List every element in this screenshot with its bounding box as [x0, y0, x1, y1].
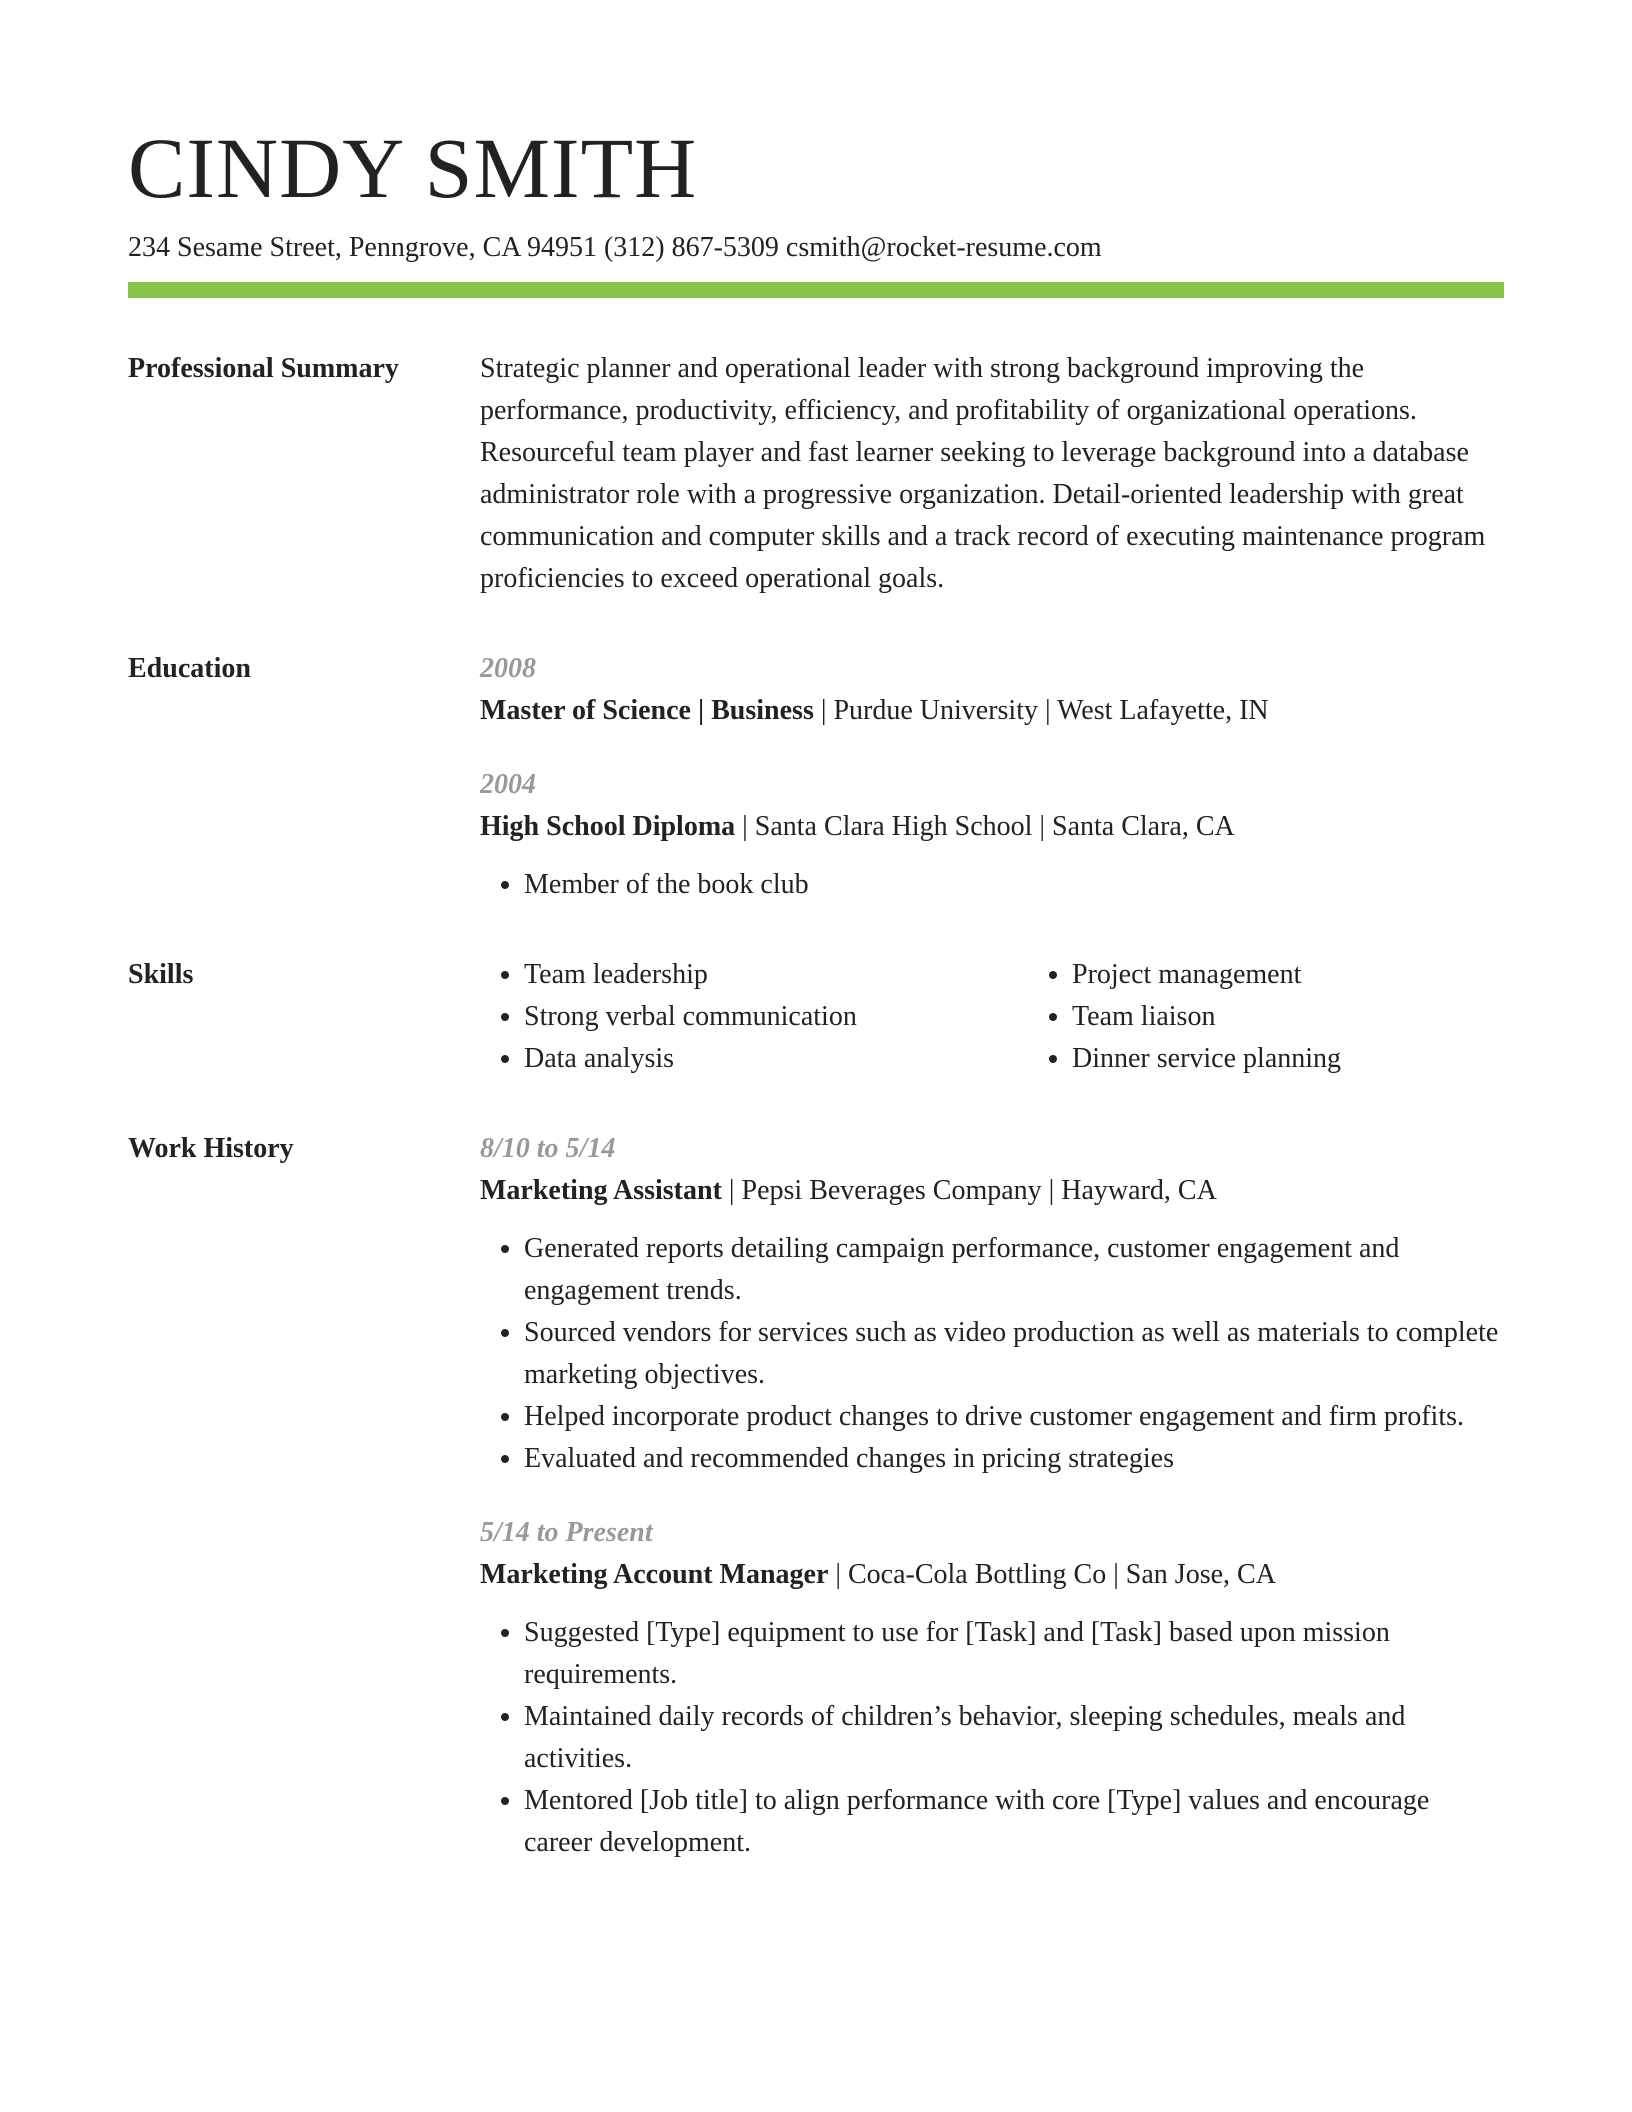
entry-date: 5/14 to Present: [480, 1517, 653, 1548]
entry-details: | Coca-Cola Bottling Co | San Jose, CA: [828, 1559, 1276, 1590]
skills-section: [128, 954, 1504, 1080]
section-label-skills: Skills: [128, 959, 194, 990]
bullet-item: • Helped incorporate product changes to drive customer engagement and firm profits.: [524, 1396, 1504, 1438]
entry-bullets: [480, 1612, 1504, 1864]
skill-item: • Team leadership: [524, 954, 1028, 996]
bullet-item: • Generated reports detailing campaign performance, customer engagement and engagement trends.: [524, 1228, 1504, 1312]
entry-date: 8/10 to 5/14: [480, 1133, 616, 1164]
work-body: [480, 1128, 1504, 1864]
entry-heading: [480, 1170, 1504, 1212]
section-label-education: Education: [128, 653, 251, 684]
skills-column-left: [480, 954, 1028, 1080]
work-entry: [480, 1512, 1504, 1864]
bullet-item: • Member of the book club: [524, 864, 1504, 906]
education-entry: [480, 648, 1504, 732]
entry-details: | Purdue University | West Lafayette, IN: [813, 695, 1269, 726]
section-label-summary: Professional Summary: [128, 353, 399, 384]
entry-title: Marketing Assistant: [480, 1175, 722, 1206]
skill-item: • Strong verbal communication: [524, 996, 1028, 1038]
skills-column-right: [1028, 954, 1576, 1080]
skill-item: • Dinner service planning: [1072, 1038, 1576, 1080]
bullet-item: • Mentored [Job title] to align performance with core [Type] values and encourage career development.: [524, 1780, 1504, 1864]
entry-date: 2004: [480, 769, 536, 800]
work-section: [128, 1128, 1504, 1864]
entry-heading: [480, 690, 1504, 732]
education-entry: [480, 764, 1504, 906]
bullet-item: • Maintained daily records of children’s behavior, sleeping schedules, meals and activities.: [524, 1696, 1504, 1780]
entry-bullets: [480, 864, 1504, 906]
entry-heading: [480, 1554, 1504, 1596]
entry-heading: [480, 806, 1504, 848]
work-entry: [480, 1128, 1504, 1480]
entry-title: High School Diploma: [480, 811, 736, 842]
entry-title: Master of Science | Business: [480, 695, 814, 726]
entry-date: 2008: [480, 653, 536, 684]
bullet-item: • Suggested [Type] equipment to use for [Task] and [Task] based upon mission requirements.: [524, 1612, 1504, 1696]
header-divider: [128, 282, 1504, 298]
bullet-item: • Sourced vendors for services such as video production as well as materials to complete marketing objectives.: [524, 1312, 1504, 1396]
skill-item: • Project management: [1072, 954, 1576, 996]
candidate-name: CINDY SMITH: [128, 120, 698, 216]
summary-text: Strategic planner and operational leader with strong background improving the performance, productivity, efficiency, and profitability of organizational operations. Resourceful team player and fast learner seeking to leverage background into a database administrator role with a progressive organization. Detail-oriented leadership with great communication and computer skills and a track record of executing maintenance program proficiencies to exceed operational goals.: [480, 353, 1486, 594]
summary-body: [480, 348, 1504, 600]
entry-details: | Pepsi Beverages Company | Hayward, CA: [721, 1175, 1217, 1206]
resume-page: [128, 118, 1504, 1864]
section-label-work: Work History: [128, 1133, 294, 1164]
skills-grid: [480, 954, 1576, 1080]
education-body: [480, 648, 1504, 906]
skills-body: [480, 954, 1576, 1080]
summary-section: [128, 348, 1504, 600]
contact-line: 234 Sesame Street, Penngrove, CA 94951 (312) 867-5309 csmith@rocket-resume.com: [128, 232, 1102, 263]
skill-item: • Data analysis: [524, 1038, 1028, 1080]
skill-item: • Team liaison: [1072, 996, 1576, 1038]
bullet-item: • Evaluated and recommended changes in pricing strategies: [524, 1438, 1504, 1480]
entry-details: | Santa Clara High School | Santa Clara, CA: [735, 811, 1235, 842]
education-section: [128, 648, 1504, 906]
entry-bullets: [480, 1228, 1504, 1480]
entry-title: Marketing Account Manager: [480, 1559, 829, 1590]
